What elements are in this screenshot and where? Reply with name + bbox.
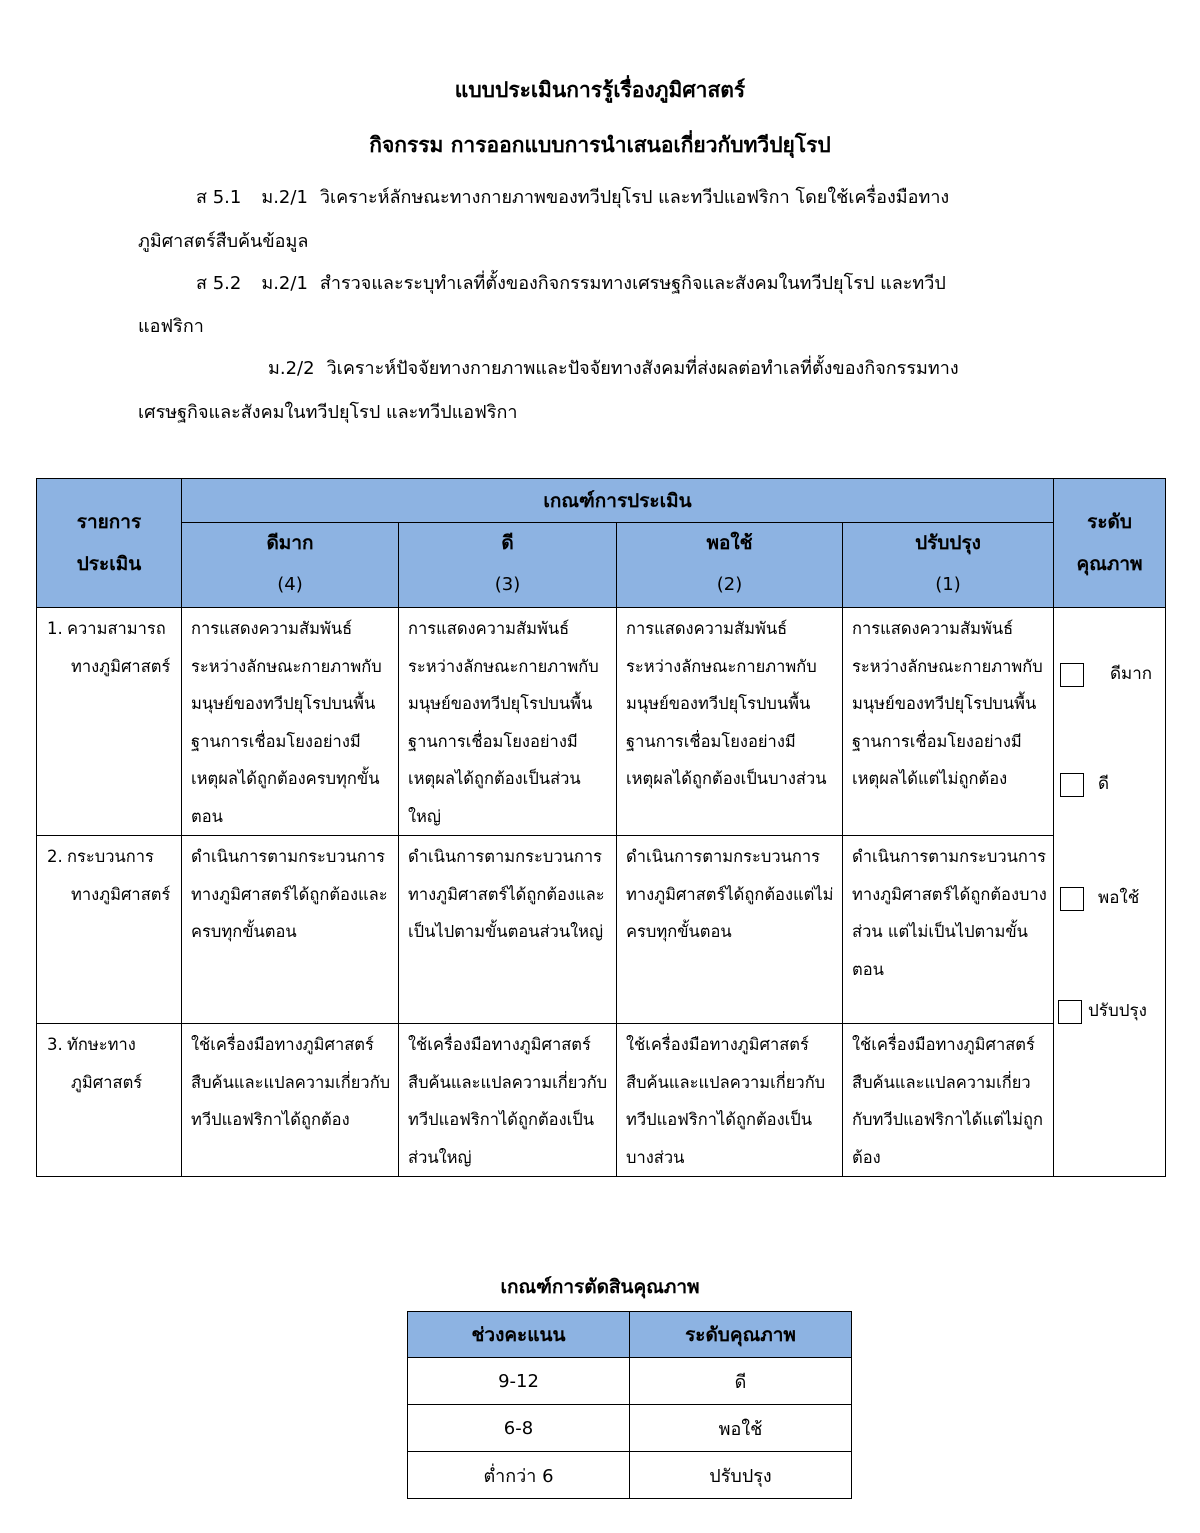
s52-grade-2: ม.2/2 bbox=[268, 358, 315, 379]
table-row bbox=[37, 1024, 1166, 1177]
level-header: ปรับปรุง (1) bbox=[843, 523, 1054, 608]
checkbox-good[interactable]: ดี bbox=[1060, 766, 1109, 804]
checkbox-icon[interactable] bbox=[1060, 663, 1084, 687]
quality-level-cell bbox=[1054, 608, 1166, 1177]
rubric-cell: ใช้เครื่องมือทางภูมิศาสตร์สืบค้นและแปลความเกี่ยวกับทวีปแอฟริกาได้แต่ไม่ถูกต้อง bbox=[843, 1024, 1054, 1177]
rubric-cell: ใช้เครื่องมือทางภูมิศาสตร์สืบค้นและแปลความเกี่ยวกับทวีปแอฟริกาได้ถูกต้องเป็นบางส่วน bbox=[617, 1024, 843, 1177]
rubric-cell: ใช้เครื่องมือทางภูมิศาสตร์สืบค้นและแปลความเกี่ยวกับทวีปแอฟริกาได้ถูกต้อง bbox=[182, 1024, 399, 1177]
s51-grade: ม.2/1 bbox=[261, 187, 308, 208]
rubric-item: 2. กระบวนการ ทางภูมิศาสตร์ bbox=[37, 836, 182, 1024]
standard-s52-2-cont: เศรษฐกิจและสังคมในทวีปยุโรป และทวีปแอฟริกา bbox=[138, 402, 518, 423]
checkbox-improve[interactable]: ปรับปรุง bbox=[1058, 993, 1147, 1031]
standard-s52-2 bbox=[138, 347, 959, 391]
level-header: พอใช้ (2) bbox=[617, 523, 843, 608]
col-header-criteria: เกณฑ์การประเมิน bbox=[182, 479, 1054, 523]
score-range: 6-8 bbox=[408, 1405, 630, 1452]
page-title: แบบประเมินการรู้เรื่องภูมิศาสตร์ bbox=[454, 78, 746, 102]
quality-level: ดี bbox=[630, 1358, 852, 1405]
s51-text: วิเคราะห์ลักษณะทางกายภาพของทวีปยุโรป และทวีปแอฟริกา โดยใช้เครื่องมือทาง bbox=[319, 187, 950, 208]
criteria-title: เกณฑ์การตัดสินคุณภาพ bbox=[500, 1276, 700, 1298]
checkbox-icon[interactable] bbox=[1060, 773, 1084, 797]
table-row bbox=[408, 1358, 852, 1405]
table-row bbox=[37, 608, 1166, 836]
s52-text-2: วิเคราะห์ปัจจัยทางกายภาพและปัจจัยทางสังคมที่ส่งผลต่อทำเลที่ตั้งของกิจกรรมทาง bbox=[326, 358, 959, 379]
table-row bbox=[37, 836, 1166, 1024]
quality-level: พอใช้ bbox=[630, 1405, 852, 1452]
s52-code: ส 5.2 bbox=[196, 273, 242, 294]
standard-s52-cont: แอฟริกา bbox=[138, 316, 204, 337]
level-header: ดี (3) bbox=[399, 523, 617, 608]
rubric-cell: การแสดงความสัมพันธ์ระหว่างลักษณะกายภาพกับมนุษย์ของทวีปยุโรปบนพื้นฐานการเชื่อมโยงอย่างมีเหตุผลได้แต่ไม่ถูกต้อง bbox=[843, 608, 1054, 836]
rubric-cell: ใช้เครื่องมือทางภูมิศาสตร์สืบค้นและแปลความเกี่ยวกับทวีปแอฟริกาได้ถูกต้องเป็นส่วนใหญ่ bbox=[399, 1024, 617, 1177]
col-header-level: ระดับคุณภาพ bbox=[630, 1312, 852, 1358]
col-header-quality: ระดับ คุณภาพ bbox=[1054, 479, 1166, 608]
score-range: ต่ำกว่า 6 bbox=[408, 1452, 630, 1499]
table-row bbox=[408, 1405, 852, 1452]
rubric-cell: ดำเนินการตามกระบวนการทางภูมิศาสตร์ได้ถูกต้องและครบทุกขั้นตอน bbox=[182, 836, 399, 1024]
rubric-cell: ดำเนินการตามกระบวนการทางภูมิศาสตร์ได้ถูกต้องบางส่วน แต่ไม่เป็นไปตามขั้นตอน bbox=[843, 836, 1054, 1024]
rubric-item: 3. ทักษะทาง ภูมิศาสตร์ bbox=[37, 1024, 182, 1177]
rubric-cell: ดำเนินการตามกระบวนการทางภูมิศาสตร์ได้ถูกต้องและเป็นไปตามขั้นตอนส่วนใหญ่ bbox=[399, 836, 617, 1024]
rubric-cell: การแสดงความสัมพันธ์ระหว่างลักษณะกายภาพกับมนุษย์ของทวีปยุโรปบนพื้นฐานการเชื่อมโยงอย่างมีเหตุผลได้ถูกต้องเป็นส่วนใหญ่ bbox=[399, 608, 617, 836]
checkbox-excellent[interactable]: ดีมาก bbox=[1060, 656, 1152, 694]
rubric-cell: การแสดงความสัมพันธ์ระหว่างลักษณะกายภาพกับมนุษย์ของทวีปยุโรปบนพื้นฐานการเชื่อมโยงอย่างมีเหตุผลได้ถูกต้องครบทุกขั้นตอน bbox=[182, 608, 399, 836]
activity-subtitle: กิจกรรม การออกแบบการนำเสนอเกี่ยวกับทวีปยุโรป bbox=[369, 133, 831, 157]
table-row bbox=[408, 1452, 852, 1499]
standard-s51 bbox=[138, 176, 949, 220]
rubric-item: 1. ความสามารถ ทางภูมิศาสตร์ bbox=[37, 608, 182, 836]
level-header: ดีมาก (4) bbox=[182, 523, 399, 608]
standard-s51-cont: ภูมิศาสตร์สืบค้นข้อมูล bbox=[138, 231, 309, 252]
score-range: 9-12 bbox=[408, 1358, 630, 1405]
rubric-table bbox=[36, 478, 1166, 1177]
s51-code: ส 5.1 bbox=[196, 187, 242, 208]
standard-s52 bbox=[138, 262, 946, 306]
checkbox-fair[interactable]: พอใช้ bbox=[1060, 880, 1139, 918]
col-header-item: รายการ ประเมิน bbox=[37, 479, 182, 608]
s52-text-1: สำรวจและระบุทำเลที่ตั้งของกิจกรรมทางเศรษฐกิจและสังคมในทวีปยุโรป และทวีป bbox=[319, 273, 946, 294]
col-header-range: ช่วงคะแนน bbox=[408, 1312, 630, 1358]
rubric-cell: ดำเนินการตามกระบวนการทางภูมิศาสตร์ได้ถูกต้องแต่ไม่ครบทุกขั้นตอน bbox=[617, 836, 843, 1024]
checkbox-icon[interactable] bbox=[1060, 887, 1084, 911]
quality-level: ปรับปรุง bbox=[630, 1452, 852, 1499]
checkbox-icon[interactable] bbox=[1058, 1000, 1082, 1024]
s52-grade-1: ม.2/1 bbox=[261, 273, 308, 294]
criteria-table bbox=[407, 1311, 852, 1499]
rubric-cell: การแสดงความสัมพันธ์ระหว่างลักษณะกายภาพกับมนุษย์ของทวีปยุโรปบนพื้นฐานการเชื่อมโยงอย่างมีเหตุผลได้ถูกต้องเป็นบางส่วน bbox=[617, 608, 843, 836]
